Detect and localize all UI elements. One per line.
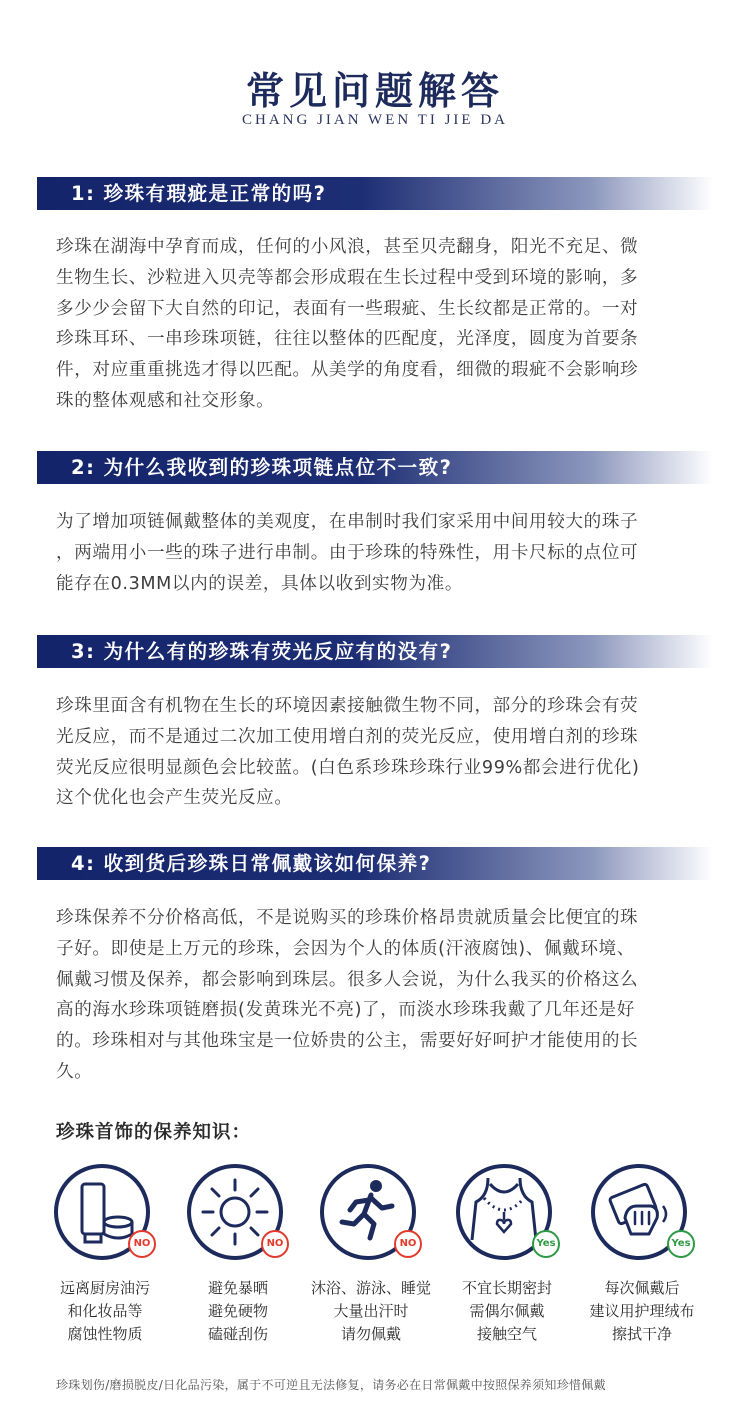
caption-line: 和化妆品等 bbox=[67, 1302, 143, 1320]
care-caption-1 bbox=[37, 1277, 173, 1346]
page-subtitle: CHANG JIAN WEN TI JIE DA bbox=[241, 112, 508, 128]
care-item-2 bbox=[185, 1162, 291, 1262]
faq-question-1: 1: 珍珠有瑕疵是正常的吗? bbox=[37, 177, 713, 210]
care-item-5 bbox=[589, 1162, 695, 1262]
answer-line: 佩戴习惯及保养，都会影响到珠层。很多人会说，为什么我买的价格这么 bbox=[56, 969, 639, 990]
answer-line: 荧光反应很明显颜色会比较蓝。(白色系珍珠珍珠行业99%都会进行优化) bbox=[56, 757, 640, 778]
caption-line: 磕碰刮伤 bbox=[207, 1325, 268, 1343]
answer-line: 多少少会留下大自然的印记，表面有一些瑕疵、生长纹都是正常的。一对 bbox=[56, 298, 639, 319]
caption-line: 大量出汗时 bbox=[333, 1302, 409, 1320]
answer-line: 为了增加项链佩戴整体的美观度，在串制时我们家采用中间用较大的珠子 bbox=[56, 512, 639, 532]
answer-line: 子好。即使是上万元的珍珠，会因为个人的体质(汗液腐蚀)、佩戴环境、 bbox=[56, 938, 635, 959]
answer-line: 高的海水珍珠项链磨损(发黄珠光不亮)了，而淡水珍珠我戴了几年还是好 bbox=[56, 1000, 635, 1021]
caption-line: 避免硬物 bbox=[207, 1302, 268, 1320]
faq-answer-1 bbox=[56, 232, 702, 417]
answer-line: 珠的整体观感和社交形象。 bbox=[56, 390, 275, 411]
faq-question-3: 3: 为什么有的珍珠有荧光反应有的没有? bbox=[37, 635, 713, 668]
caption-line: 腐蚀性物质 bbox=[67, 1325, 143, 1343]
caption-line: 避免暴晒 bbox=[207, 1279, 268, 1297]
no-badge: NO bbox=[394, 1230, 422, 1258]
no-badge: NO bbox=[128, 1230, 156, 1258]
faq-answer-4 bbox=[56, 903, 702, 1088]
answer-line: 珍珠保养不分价格高低，不是说购买的珍珠价格昂贵就质量会比便宜的珠 bbox=[56, 908, 639, 928]
care-caption-2 bbox=[170, 1277, 306, 1346]
care-item-4 bbox=[454, 1162, 560, 1262]
faq-answer-2 bbox=[56, 507, 702, 599]
answer-line: 久。 bbox=[56, 1061, 93, 1082]
care-item-3 bbox=[318, 1162, 424, 1262]
caption-line: 远离厨房油污 bbox=[59, 1279, 150, 1297]
answer-line: 珍珠里面含有机物在生长的环境因素接触微生物不同，部分的珍珠会有荧 bbox=[56, 696, 639, 716]
answer-line: 这个优化也会产生荧光反应。 bbox=[56, 788, 293, 809]
care-caption-4 bbox=[439, 1277, 575, 1346]
yes-badge: Yes bbox=[667, 1230, 695, 1258]
care-caption-5 bbox=[574, 1277, 710, 1346]
faq-answer-3 bbox=[56, 691, 702, 814]
answer-line: 珍珠在湖海中孕育而成，任何的小风浪，甚至贝壳翻身，阳光不充足、微 bbox=[56, 237, 639, 257]
answer-line: 的。珍珠相对与其他珠宝是一位娇贵的公主，需要好好呵护才能使用的长 bbox=[56, 1031, 639, 1052]
caption-line: 擦拭干净 bbox=[611, 1325, 672, 1343]
answer-line: 能存在0.3MM以内的误差，具体以收到实物为准。 bbox=[56, 573, 464, 594]
caption-line: 建议用护理绒布 bbox=[589, 1302, 695, 1320]
faq-question-2: 2: 为什么我收到的珍珠项链点位不一致? bbox=[37, 451, 713, 484]
faq-question-4: 4: 收到货后珍珠日常佩戴该如何保养? bbox=[37, 847, 713, 880]
answer-line: 光反应，而不是通过二次加工使用增白剂的荧光反应，使用增白剂的珍珠 bbox=[56, 726, 639, 747]
yes-badge: Yes bbox=[532, 1230, 560, 1258]
answer-line: ，两端用小一些的珠子进行串制。由于珍珠的特殊性，用卡尺标的点位可 bbox=[56, 542, 639, 563]
no-badge: NO bbox=[261, 1230, 289, 1258]
care-caption-3 bbox=[303, 1277, 439, 1346]
caption-line: 需偶尔佩戴 bbox=[469, 1302, 545, 1320]
caption-line: 请勿佩戴 bbox=[340, 1325, 401, 1343]
answer-line: 珍珠耳环、一串珍珠项链，往往以整体的匹配度，光泽度，圆度为首要条 bbox=[56, 329, 639, 350]
care-heading: 珍珠首饰的保养知识： bbox=[56, 1122, 252, 1143]
caption-line: 每次佩戴后 bbox=[604, 1279, 680, 1297]
caption-line: 沐浴、游泳、睡觉 bbox=[310, 1279, 431, 1297]
care-item-1 bbox=[52, 1162, 158, 1262]
caption-line: 不宜长期密封 bbox=[461, 1279, 552, 1297]
footer-note: 珍珠划伤/磨损脱皮/日化品污染，属于不可逆且无法修复，请务必在日常佩戴中按照保养须知珍惜佩戴 bbox=[56, 1378, 606, 1392]
page-title: 常见问题解答 bbox=[245, 68, 504, 113]
caption-line: 接触空气 bbox=[476, 1325, 537, 1343]
answer-line: 生物生长、沙粒进入贝壳等都会形成瑕在生长过程中受到环境的影响，多 bbox=[56, 267, 639, 288]
answer-line: 件，对应重重挑选才得以匹配。从美学的角度看，细微的瑕疵不会影响珍 bbox=[56, 360, 639, 381]
